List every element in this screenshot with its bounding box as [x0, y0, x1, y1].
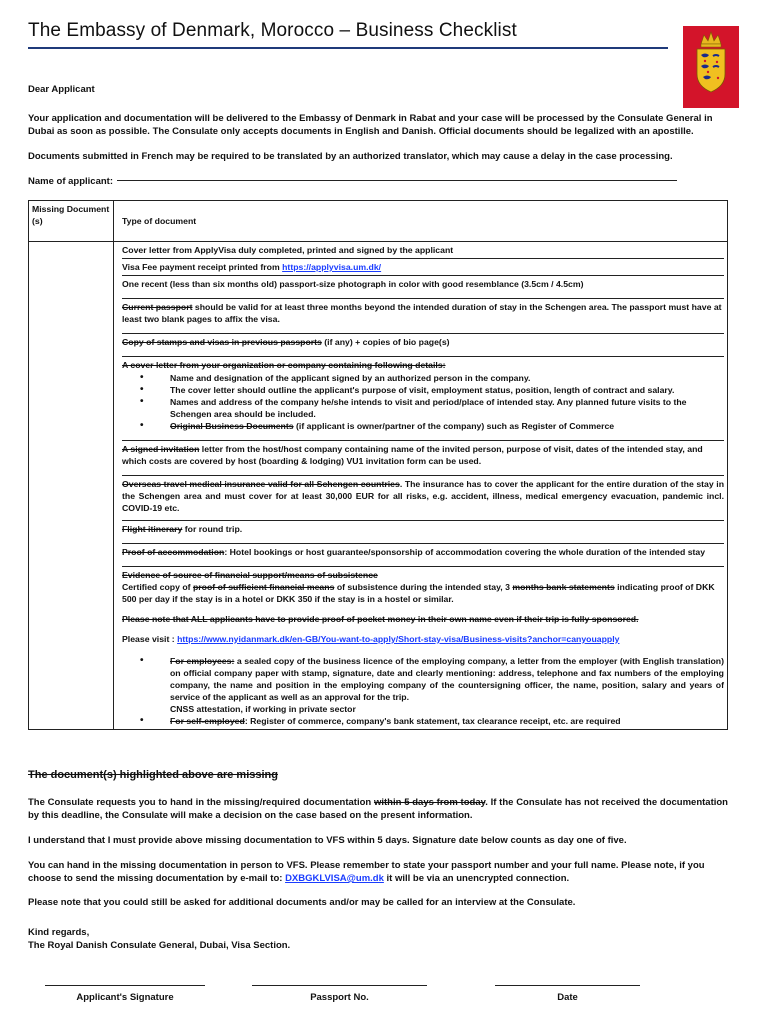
- bullet-item: • Names and address of the company he/she intends to visit and period/place of intended stay. Any planned future visits to the Schengen area should be included.: [170, 396, 724, 420]
- applicant-name-field[interactable]: [117, 180, 677, 181]
- bullet-item: • For employees: a sealed copy of the business licence of the employing company, a letter from the employer (with English translation) on official company paper with stamp, signature, date and clearly mentioning: address, telephone and fax numbers of the employing company, the name and position in the employing company of the countersigning officer, the name, position, salary and years of service of the applicant as well as an approval for the trip. CNSS attestation, if working in private sector: [170, 655, 724, 715]
- missing-column-header: Missing Document (s): [29, 201, 114, 242]
- closing-regards: Kind regards,: [28, 927, 90, 938]
- list-item: Copy of stamps and visas in previous passports (if any) + copies of bio page(s): [122, 334, 724, 357]
- document-checklist-table: [28, 200, 728, 730]
- missing-documents-heading: The document(s) highlighted above are missing: [28, 769, 278, 781]
- list-item: A signed invitation letter from the host/host company containing name of the invited person, purpose of visit, dates of the intended stay, and which costs are covered by host (boarding & lodging) VU1 invitation form can be used.: [122, 441, 724, 476]
- list-item: One recent (less than six months old) passport-size photograph in color with good resemblance (3.5cm / 4.5cm): [122, 276, 724, 299]
- intro-paragraph-2: Documents submitted in French may be required to be translated by an authorized translator, which may cause a delay in the case processing.: [28, 151, 673, 162]
- pocket-money-note: Please note that ALL applicants have to provide proof of pocket money in their own name even if their trip is fully sponsored.: [122, 614, 639, 624]
- list-item: Current passport should be valid for at least three months beyond the intended duration of stay in the Schengen area. The passport must have at least two blank pages to affix the visa.: [122, 299, 724, 334]
- title-divider: [28, 47, 668, 49]
- bullet-item: • The cover letter should outline the applicant's purpose of visit, employment status, position, length of contract and salary.: [170, 384, 724, 396]
- list-item: Evidence of source of financial support/means of subsistence Certified copy of proof of sufficient financial means of subsistence during the intended stay, 3 months bank statements indicating proof of DKK 500 per day if the stay is in a hotel or DKK 350 if the stay is in a hostel or similar. Please note that ALL applicants have to provide proof of pocket money in their own name even if their trip is fully sponsored. Please visit : https://www.nyidanmark.dk/en-GB/You-want-to-apply/Short-stay-visa/Business-visits?anchor=canyouapply • For employees: a sealed copy of the business licence of the employing company, a letter from the employer (with English translation) on official company paper with stamp, signature, date and clearly mentioning: address, telephone and fax numbers of the employing company, the name and position in the employing company of the countersigning officer, the name, position, salary and years of service of the applicant as well as an approval for the trip. CNSS attestation, if working in private sector • For self-employed: Register of commerce, company's bank statement, tax clearance receipt, etc. are required: [122, 567, 724, 729]
- list-item: Cover letter from ApplyVisa duly completed, printed and signed by the applicant: [122, 242, 724, 259]
- bullet-item: • Name and designation of the applicant signed by an authorized person in the company.: [170, 372, 724, 384]
- intro-paragraph-1: Your application and documentation will be delivered to the Embassy of Denmark in Rabat and your case will be processed by the Consulate General in Dubai as soon as possible. The Consulate only accepts documents in English and Danish. Official documents should be legalized with an apostille.: [28, 113, 713, 137]
- footer-paragraph-2: I understand that I must provide above missing documentation to VFS within 5 days. Signature date below counts as day one of five.: [28, 835, 627, 846]
- list-item: Proof of accommodation: Hotel bookings or host guarantee/sponsorship of accommodation covering the whole duration of the intended stay: [122, 544, 724, 567]
- date-block[interactable]: Date: [495, 985, 640, 1003]
- footer-paragraph-3: You can hand in the missing documentation in person to VFS. Please remember to state your passport number and your full name. Please note, if you choose to send the missing documentation by e-mail to: DXBGKLVISA@um.dk it will be via an unencrypted connection.: [28, 860, 705, 884]
- list-item: A cover letter from your organization or company containing following details: • Name and designation of the applicant signed by an authorized person in the company. • The cover letter should outline the applicant's purpose of visit, employment status, position, length of contract and salary. • Names and address of the company he/she intends to visit and period/place of intended stay. Any planned future visits to the Schengen area should be included. • Original Business Documents (if applicant is owner/partner of the company) such as Register of Commerce: [122, 357, 724, 441]
- footer-paragraph-4: Please note that you could still be asked for additional documents and/or may be called for an interview at the Consulate.: [28, 897, 576, 908]
- bullet-item: • Original Business Documents (if applicant is owner/partner of the company) such as Register of Commerce: [170, 420, 724, 432]
- applicant-signature-block[interactable]: Applicant's Signature: [45, 985, 205, 1003]
- closing-signatory: The Royal Danish Consulate General, Dubai, Visa Section.: [28, 940, 291, 951]
- list-item: Flight itinerary for round trip.: [122, 521, 724, 544]
- passport-number-block[interactable]: Passport No.: [252, 985, 427, 1003]
- list-item: Overseas travel medical insurance valid for all Schengen countries. The insurance has to cover the applicant for the entire duration of the stay in the Schengen area and must cover for at least 30,000 EUR for all risks, e.g. accident, illness, medical emergency evacuation, pandemic incl. COVID-19 etc.: [122, 476, 724, 521]
- salutation: Dear Applicant: [28, 84, 95, 95]
- email-link[interactable]: DXBGKLVISA@um.dk: [285, 873, 384, 884]
- missing-checkbox-column[interactable]: [29, 242, 114, 730]
- page-title: The Embassy of Denmark, Morocco – Business Checklist: [28, 20, 517, 41]
- nyidanmark-link[interactable]: https://www.nyidanmark.dk/en-GB/You-want-to-apply/Short-stay-visa/Business-visits?anchor=canyouapply: [177, 634, 620, 644]
- applyvisa-link[interactable]: https://applyvisa.um.dk/: [282, 262, 382, 272]
- footer-paragraph-1: The Consulate requests you to hand in the missing/required documentation within 5 days from today. If the Consulate has not received the documentation by this deadline, the Consulate will make a decision on the case based on the present information.: [28, 797, 728, 821]
- bullet-item: • For self-employed: Register of commerce, company's bank statement, tax clearance receipt, etc. are required: [170, 715, 724, 727]
- list-item: Visa Fee payment receipt printed from https://applyvisa.um.dk/: [122, 259, 724, 276]
- applicant-name-label: Name of applicant:: [28, 176, 113, 187]
- applicant-name-row: [28, 175, 728, 188]
- type-column-header: Type of document: [114, 201, 728, 242]
